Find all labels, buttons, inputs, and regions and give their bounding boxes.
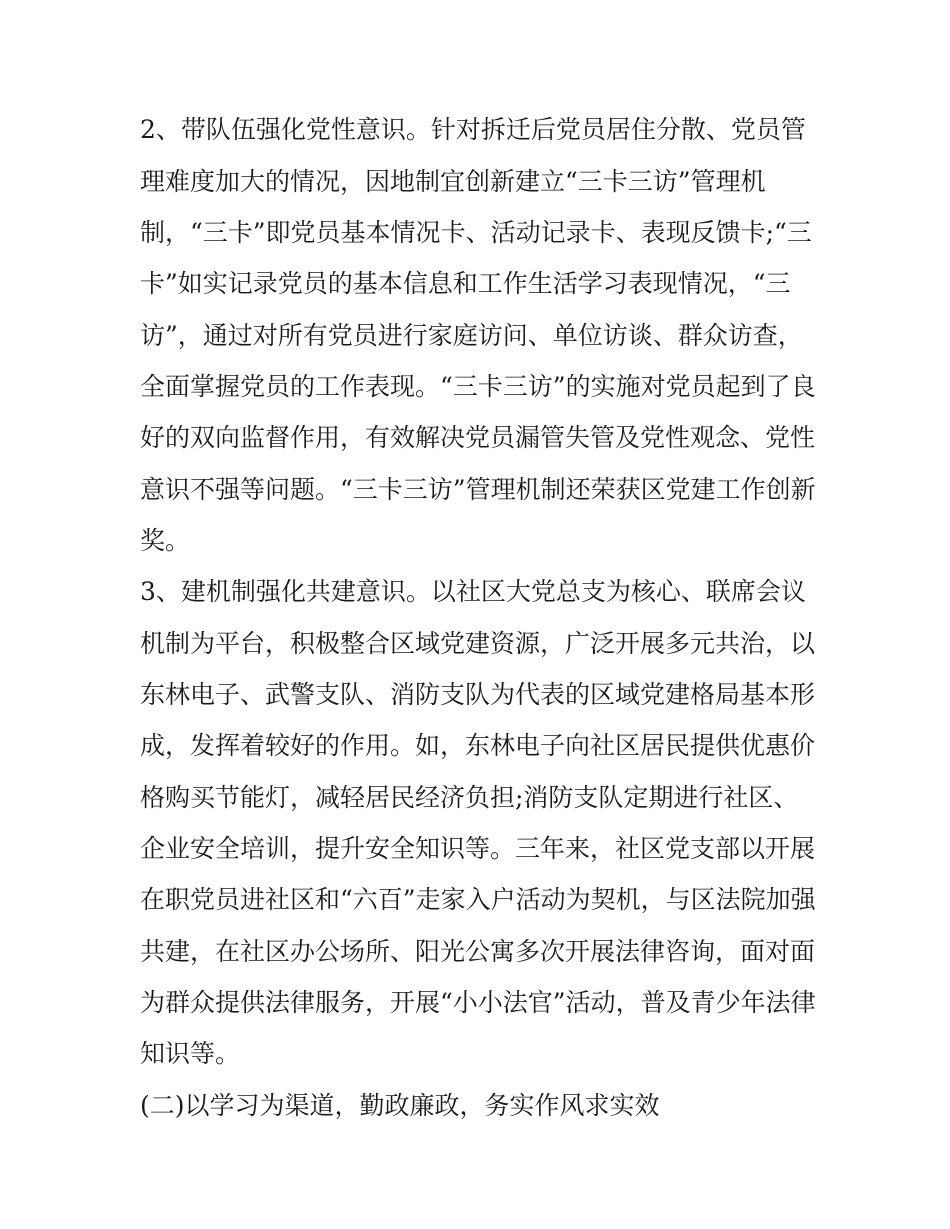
paragraph-3-line-10: 知识等。 [140, 1039, 241, 1068]
paragraph-3-line-2: 机制为平台，积极整合区域党建资源，广泛开展多元共治，以 [140, 629, 816, 658]
paragraph-3-line-1: 3、建机制强化共建意识。以社区大党总支为核心、联席会议 [140, 577, 806, 606]
paragraph-2-line-8: 意识不强等问题。“三卡三访”管理机制还荣获区党建工作创新 [140, 475, 816, 504]
paragraph-2-line-9: 奖。 [140, 526, 191, 555]
paragraph-2-line-4: 卡”如实记录党员的基本信息和工作生活学习表现情况，“三 [140, 269, 791, 298]
paragraph-3-line-4: 成，发挥着较好的作用。如，东林电子向社区居民提供优惠价 [140, 731, 816, 760]
paragraph-2-line-3: 制，“三卡”即党员基本情况卡、活动记录卡、表现反馈卡;“三 [140, 218, 812, 247]
paragraph-3-line-8: 共建，在社区办公场所、阳光公寓多次开展法律咨询，面对面 [140, 937, 816, 966]
paragraph-3-line-9: 为群众提供法律服务，开展“小小法官”活动，普及青少年法律 [140, 988, 816, 1017]
section-heading: (二)以学习为渠道，勤政廉政，务实作风求实效 [140, 1091, 660, 1120]
paragraph-2-line-1: 2、带队伍强化党性意识。针对拆迁后党员居住分散、党员管 [140, 115, 806, 144]
paragraph-2-line-6: 全面掌握党员的工作表现。“三卡三访”的实施对党员起到了良 [140, 372, 816, 401]
paragraph-3-line-7: 在职党员进社区和“六百”走家入户活动为契机，与区法院加强 [140, 885, 816, 914]
paragraph-3-line-6: 企业安全培训，提升安全知识等。三年来，社区党支部以开展 [140, 834, 816, 863]
paragraph-3-line-3: 东林电子、武警支队、消防支队为代表的区域党建格局基本形 [140, 680, 816, 709]
paragraph-2-line-5: 访”，通过对所有党员进行家庭访问、单位访谈、群众访查， [140, 321, 803, 350]
paragraph-3-line-5: 格购买节能灯，减轻居民经济负担;消防支队定期进行社区、 [140, 783, 799, 812]
paragraph-2-line-7: 好的双向监督作用，有效解决党员漏管失管及党性观念、党性 [140, 423, 816, 452]
paragraph-2-line-2: 理难度加大的情况，因地制宜创新建立“三卡三访”管理机 [140, 167, 766, 196]
